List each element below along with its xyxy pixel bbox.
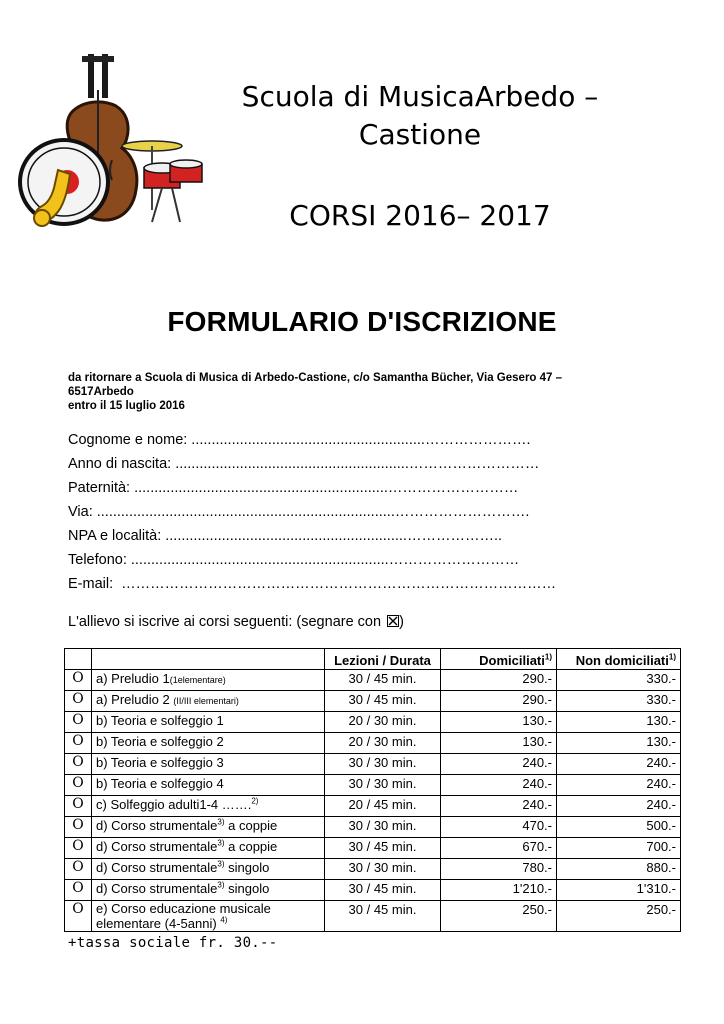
course-duration: 30 / 30 min. (325, 754, 441, 775)
table-row (65, 775, 681, 796)
course-name-text: a) Preludio 2 (96, 692, 174, 707)
course-price-resident: 1'210.- (441, 880, 557, 901)
table-row (65, 733, 681, 754)
course-duration: 30 / 45 min. (325, 691, 441, 712)
header-empty (65, 649, 92, 670)
course-price-nonresident: 1'310.- (557, 880, 681, 901)
course-price-nonresident: 700.- (557, 838, 681, 859)
field-name[interactable] (68, 428, 588, 452)
membership-fee: +tassa sociale fr. 30.-- (68, 935, 278, 951)
form-title: FORMULARIO D'ISCRIZIONE (167, 306, 557, 337)
field-dots: ............................................................……………….. (165, 528, 503, 544)
radio-circle-icon[interactable]: O (65, 880, 92, 901)
footnote-ref: 3) (217, 838, 225, 848)
radio-circle-icon[interactable]: O (65, 859, 92, 880)
footnote-ref: 1) (668, 652, 676, 662)
course-name (92, 859, 325, 880)
course-price-nonresident: 240.- (557, 775, 681, 796)
course-name (92, 712, 325, 733)
header-duration: Lezioni / Durata (325, 649, 441, 670)
table-row (65, 670, 681, 691)
return-note-line3: entro il 15 luglio 2016 (68, 400, 185, 412)
course-name-line1: e) Corso educazione musicale (96, 901, 271, 916)
course-name (92, 901, 325, 932)
course-duration: 20 / 45 min. (325, 796, 441, 817)
course-price-nonresident: 330.- (557, 691, 681, 712)
personal-data-fields (68, 428, 588, 596)
course-name-tail: singolo (224, 860, 270, 875)
course-name-tail: a coppie (224, 818, 278, 833)
course-price-nonresident: 250.- (557, 901, 681, 932)
course-duration: 30 / 45 min. (325, 901, 441, 932)
course-price-resident: 470.- (441, 817, 557, 838)
radio-circle-icon[interactable]: O (65, 691, 92, 712)
radio-circle-icon[interactable]: O (65, 712, 92, 733)
course-name (92, 691, 325, 712)
table-row (65, 712, 681, 733)
course-name (92, 754, 325, 775)
course-price-nonresident: 500.- (557, 817, 681, 838)
course-price-nonresident: 330.- (557, 670, 681, 691)
course-name-tail: a coppie (224, 839, 278, 854)
field-postcode-city[interactable] (68, 524, 588, 548)
course-price-resident: 240.- (441, 754, 557, 775)
course-name-note: (1elementare) (169, 675, 226, 685)
course-name-line2: elementare (4-5anni) (96, 916, 217, 931)
music-instruments-logo (12, 50, 212, 240)
field-label: NPA e località: (68, 528, 162, 544)
course-name-tail: singolo (224, 881, 270, 896)
field-dots: ..........................................................…………………. (191, 432, 531, 448)
field-label: Telefono: (68, 552, 127, 568)
footnote-ref: 2) (251, 796, 259, 806)
footnote-ref: 1) (544, 652, 552, 662)
course-duration: 30 / 45 min. (325, 838, 441, 859)
courses-year: CORSI 2016– 2017 (289, 199, 551, 232)
course-name-text: b) Teoria e solfeggio 1 (96, 713, 224, 728)
course-name (92, 796, 325, 817)
table-row (65, 901, 681, 932)
table-row (65, 838, 681, 859)
header-resident (441, 649, 557, 670)
radio-circle-icon[interactable]: O (65, 796, 92, 817)
course-name (92, 817, 325, 838)
course-name-text: b) Teoria e solfeggio 2 (96, 734, 224, 749)
field-label: Paternità: (68, 480, 131, 496)
course-price-resident: 130.- (441, 733, 557, 754)
radio-circle-icon[interactable]: O (65, 817, 92, 838)
course-price-nonresident: 240.- (557, 754, 681, 775)
table-row (65, 880, 681, 901)
course-duration: 30 / 30 min. (325, 859, 441, 880)
course-price-resident: 240.- (441, 775, 557, 796)
course-name-text: d) Corso strumentale (96, 881, 218, 896)
course-price-resident: 780.- (441, 859, 557, 880)
course-duration: 20 / 30 min. (325, 712, 441, 733)
course-name-text: c) Solfeggio adulti1-4 ……. (96, 797, 252, 812)
course-name-note: (II/III elementari) (173, 696, 239, 706)
course-name-text: d) Corso strumentale (96, 839, 218, 854)
field-phone[interactable] (68, 548, 588, 572)
footnote-ref: 3) (217, 817, 225, 827)
field-dots: ...............................................................……………………… (134, 480, 519, 496)
field-label: E-mail: (68, 576, 114, 592)
course-duration: 20 / 30 min. (325, 733, 441, 754)
checked-box-icon (387, 615, 399, 627)
course-price-resident: 670.- (441, 838, 557, 859)
radio-circle-icon[interactable]: O (65, 775, 92, 796)
return-note-line2: 6517Arbedo (68, 386, 134, 398)
course-price-nonresident: 130.- (557, 712, 681, 733)
header-resident-label: Domiciliati (479, 653, 545, 668)
course-price-resident: 130.- (441, 712, 557, 733)
school-title-line1: Scuola di MusicaArbedo – (241, 80, 599, 113)
table-row (65, 691, 681, 712)
radio-circle-icon[interactable]: O (65, 838, 92, 859)
course-price-nonresident: 880.- (557, 859, 681, 880)
field-label: Anno di nascita: (68, 456, 172, 472)
course-duration: 30 / 30 min. (325, 817, 441, 838)
field-dots: ................................................................……………………… (130, 552, 520, 568)
field-dots: ..........................................................……………………… (175, 456, 540, 472)
field-street[interactable] (68, 500, 588, 524)
course-name-text: b) Teoria e solfeggio 3 (96, 755, 224, 770)
header-nonresident (557, 649, 681, 670)
course-name-text: d) Corso strumentale (96, 860, 218, 875)
enroll-instruction-close: ) (399, 614, 404, 630)
course-price-nonresident: 240.- (557, 796, 681, 817)
header-nonresident-label: Non domiciliati (575, 653, 669, 668)
field-dots: ..........................................................................………………………. (96, 504, 530, 520)
course-duration: 30 / 30 min. (325, 775, 441, 796)
table-row (65, 817, 681, 838)
course-name-text: d) Corso strumentale (96, 818, 218, 833)
course-name (92, 880, 325, 901)
footnote-ref: 3) (217, 880, 225, 890)
radio-circle-icon[interactable]: O (65, 670, 92, 691)
radio-circle-icon[interactable]: O (65, 901, 92, 932)
table-row (65, 796, 681, 817)
table-row (65, 859, 681, 880)
course-duration: 30 / 45 min. (325, 880, 441, 901)
field-label: Cognome e nome: (68, 432, 188, 448)
course-duration: 30 / 45 min. (325, 670, 441, 691)
course-name (92, 838, 325, 859)
header-empty (92, 649, 325, 670)
courses-table (64, 648, 681, 932)
course-price-resident: 250.- (441, 901, 557, 932)
field-paternity[interactable] (68, 476, 588, 500)
school-title (220, 78, 620, 154)
table-header-row (65, 649, 681, 670)
enroll-instruction-text: L'allievo si iscrive ai corsi seguenti: (segnare con (68, 614, 382, 630)
field-email[interactable] (68, 572, 588, 596)
course-price-resident: 290.- (441, 670, 557, 691)
course-price-resident: 240.- (441, 796, 557, 817)
footnote-ref: 4) (220, 915, 228, 925)
course-name (92, 670, 325, 691)
course-name-text: a) Preludio 1 (96, 671, 170, 686)
radio-circle-icon[interactable]: O (65, 754, 92, 775)
return-note (68, 371, 608, 413)
field-dots: ……………………………………………………………………………… (117, 576, 557, 592)
footnote-ref: 3) (217, 859, 225, 869)
course-price-nonresident: 130.- (557, 733, 681, 754)
return-note-line1: da ritornare a Scuola di Musica di Arbedo-Castione, c/o Samantha Bücher, Via Gesero 47 – (68, 372, 563, 384)
enroll-instruction (68, 612, 404, 632)
school-title-line2: Castione (358, 118, 482, 151)
table-row (65, 754, 681, 775)
field-label: Via: (68, 504, 93, 520)
course-name (92, 775, 325, 796)
radio-circle-icon[interactable]: O (65, 733, 92, 754)
course-name-text: b) Teoria e solfeggio 4 (96, 776, 224, 791)
field-birth-year[interactable] (68, 452, 588, 476)
course-price-resident: 290.- (441, 691, 557, 712)
course-name (92, 733, 325, 754)
